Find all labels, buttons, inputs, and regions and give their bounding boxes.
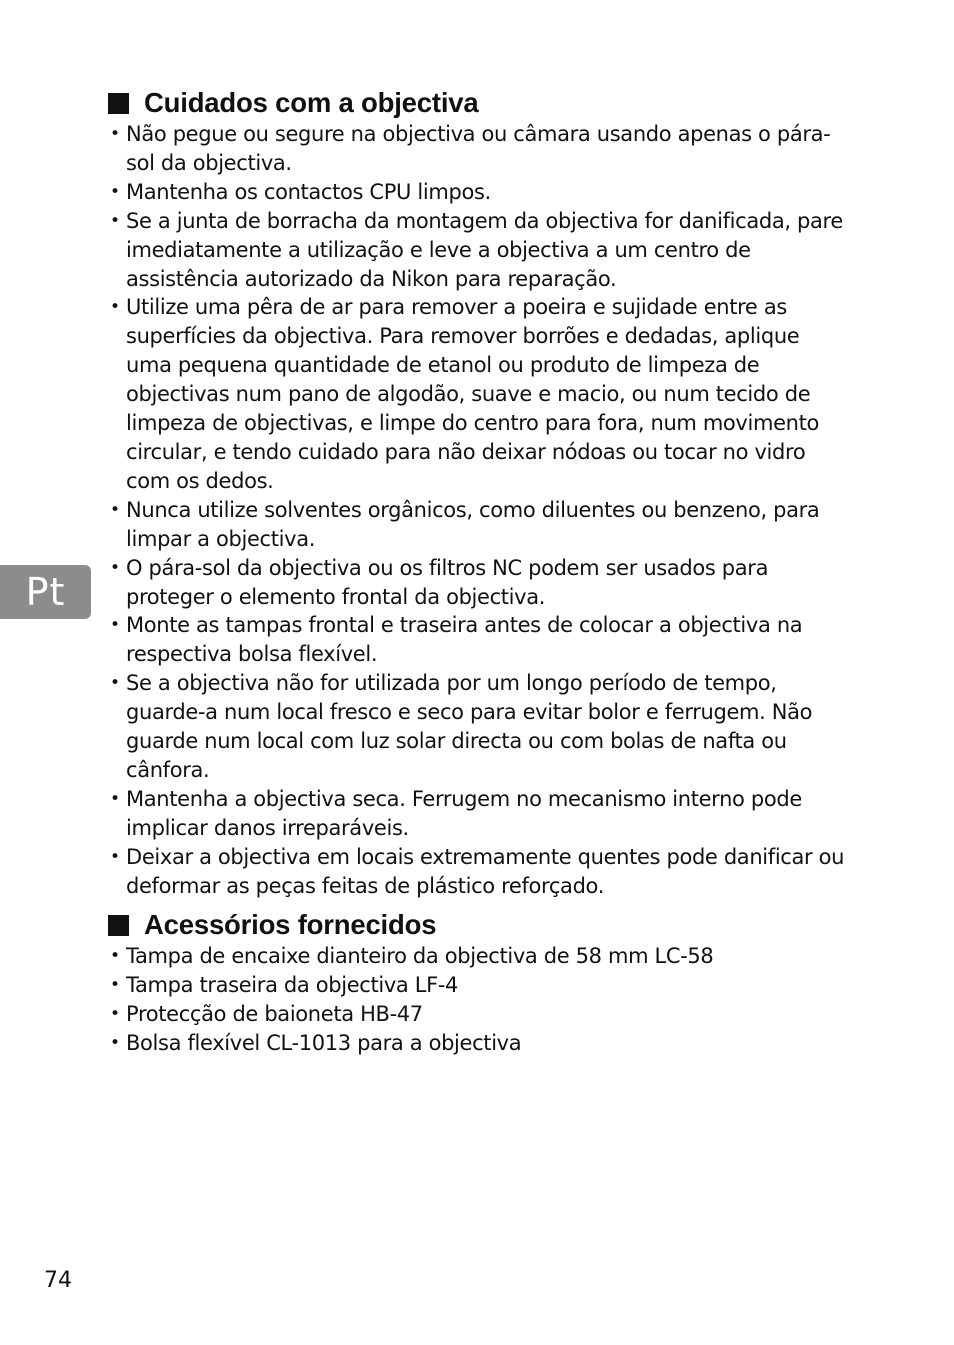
bullet-icon: •	[110, 557, 120, 578]
bullet-icon: •	[110, 946, 120, 967]
page-content	[108, 86, 848, 1058]
list-item	[108, 971, 848, 1000]
list-item-text: Mantenha os contactos CPU limpos.	[126, 179, 491, 204]
list-item	[108, 611, 848, 669]
page-number: 74	[44, 1268, 72, 1293]
bullet-icon: •	[110, 975, 120, 996]
section-heading-text: Acessórios fornecidos	[144, 909, 437, 941]
list-item-text: Mantenha a objectiva seca. Ferrugem no mecanismo interno pode implicar danos irreparáveis.	[126, 786, 802, 840]
bullet-icon: •	[110, 615, 120, 636]
list-item	[108, 293, 848, 495]
list-item-text: Nunca utilize solventes orgânicos, como diluentes ou benzeno, para limpar a objectiva.	[126, 497, 820, 551]
list-item-text: Tampa de encaixe dianteiro da objectiva de 58 mm LC-58	[126, 944, 714, 969]
language-tab-label: Pt	[25, 570, 66, 614]
bullet-icon: •	[110, 210, 120, 231]
square-bullet-icon	[108, 915, 129, 936]
bullet-icon: •	[110, 1033, 120, 1054]
section-heading-text: Cuidados com a objectiva	[144, 87, 479, 118]
list-item	[108, 496, 848, 554]
list-item-text: Se a junta de borracha da montagem da objectiva for danificada, pare imediatamente a utilização e leve a objectiva a um centro de assistência autorizado da Nikon para reparação.	[126, 208, 843, 291]
bullet-icon: •	[110, 846, 120, 867]
section-heading-accessories	[108, 908, 848, 942]
list-item-text: Monte as tampas frontal e traseira antes de colocar a objectiva na respectiva bolsa flexível.	[126, 613, 803, 667]
lens-care-list	[108, 120, 848, 900]
list-item	[108, 785, 848, 843]
list-item-text: Protecção de baioneta HB-47	[126, 1002, 423, 1027]
list-item	[108, 1029, 848, 1058]
list-item	[108, 843, 848, 901]
square-bullet-icon	[108, 93, 129, 114]
list-item-text: O pára-sol da objectiva ou os filtros NC podem ser usados para proteger o elemento frontal da objectiva.	[126, 555, 769, 609]
section-heading-lens-care	[108, 86, 848, 120]
list-item	[108, 942, 848, 971]
bullet-icon: •	[110, 1004, 120, 1025]
list-item-text: Utilize uma pêra de ar para remover a poeira e sujidade entre as superfícies da objectiva. Para remover borrões e dedadas, aplique uma pequena quantidade de etanol ou produto de limpeza de objectivas num pano de algodão, suave e macio, ou num tecido de limpeza de objectivas, e limpe do centro para fora, num movimento circular, e tendo cuidado para não deixar nódoas ou tocar no vidro com os dedos.	[126, 295, 820, 493]
accessories-list	[108, 942, 848, 1058]
list-item	[108, 1000, 848, 1029]
list-item	[108, 207, 848, 294]
list-item	[108, 554, 848, 612]
language-tab	[0, 565, 91, 619]
bullet-icon: •	[110, 788, 120, 809]
list-item-text: Deixar a objectiva em locais extremamente quentes pode danificar ou deformar as peças feitas de plástico reforçado.	[126, 844, 845, 898]
list-item-text: Tampa traseira da objectiva LF-4	[126, 973, 459, 998]
list-item	[108, 669, 848, 785]
bullet-icon: •	[110, 124, 120, 144]
bullet-icon: •	[110, 181, 120, 202]
list-item-text: Se a objectiva não for utilizada por um longo período de tempo, guarde-a num local fresco e seco para evitar bolor e ferrugem. Não guarde num local com luz solar directa ou com bolas de nafta ou cânfora.	[126, 671, 813, 782]
list-item	[108, 120, 848, 178]
bullet-icon: •	[110, 499, 120, 520]
list-item-text: Bolsa flexível CL-1013 para a objectiva	[126, 1031, 522, 1056]
bullet-icon: •	[110, 673, 120, 694]
list-item-text: Não pegue ou segure na objectiva ou câmara usando apenas o pára-sol da objectiva.	[126, 122, 831, 175]
list-item	[108, 178, 848, 207]
bullet-icon: •	[110, 297, 120, 318]
